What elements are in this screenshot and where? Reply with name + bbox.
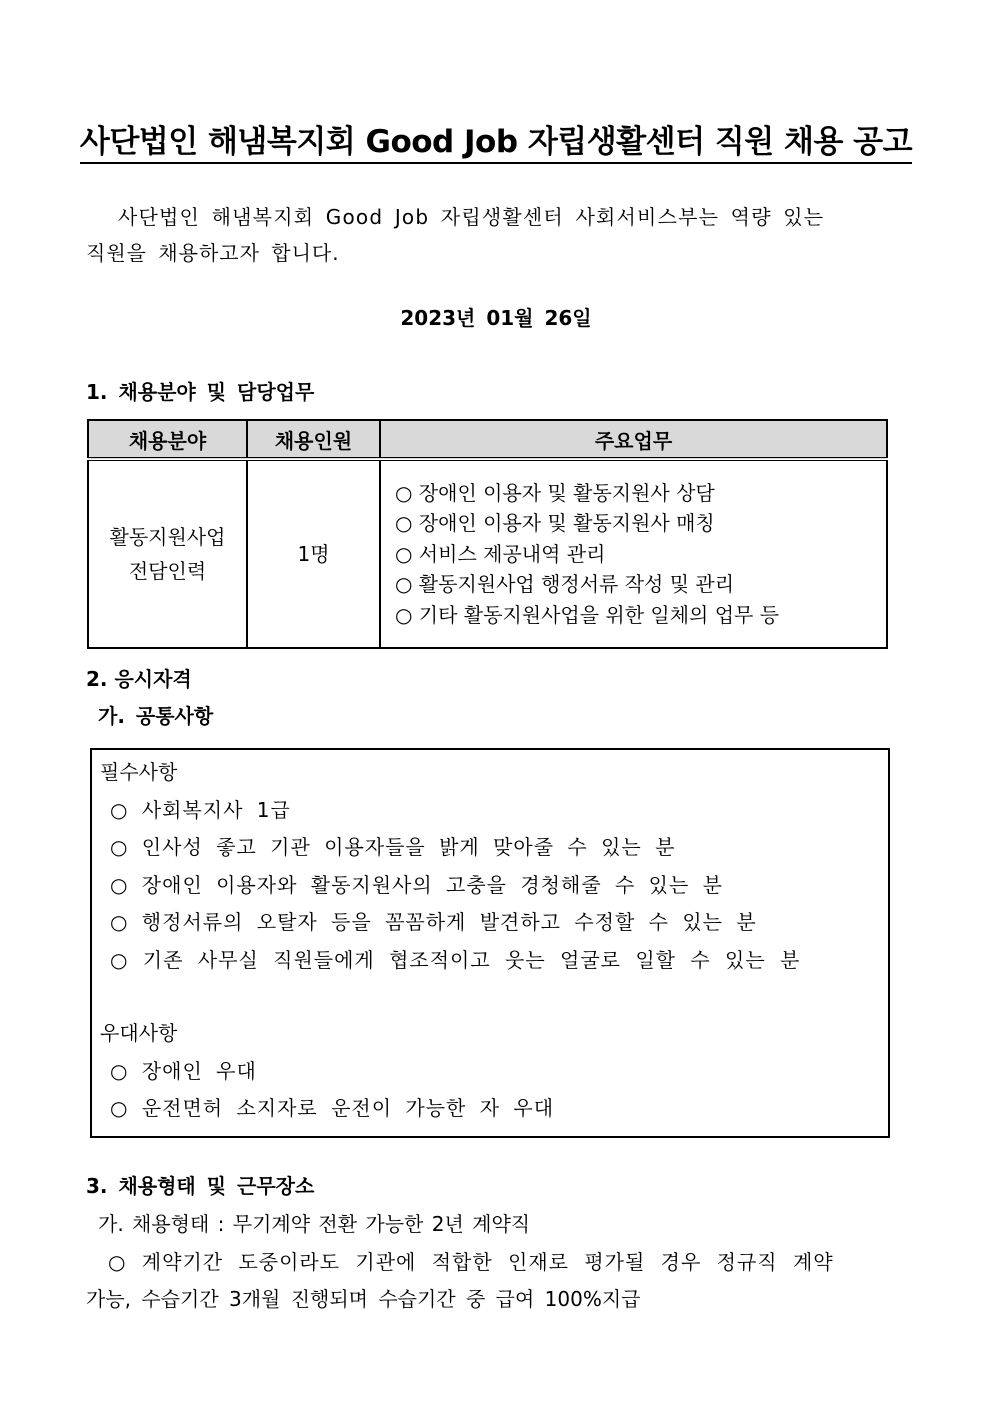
employment-note-line-2: 가능, 수습기간 3개월 진행되며 수습기간 중 급여 100%지급 (86, 1287, 641, 1311)
preferred-item: ○ 운전면허 소지자로 운전이 가능한 자 우대 (110, 1096, 555, 1120)
required-item: ○ 인사성 좋고 기관 이용자들을 밝게 맞아줄 수 있는 분 (110, 835, 676, 859)
field-cell (88, 459, 247, 648)
duty-item: ○ 활동지원사업 행정서류 작성 및 관리 (395, 572, 735, 597)
required-item: ○ 장애인 이용자와 활동지원사의 고충을 경청해줄 수 있는 분 (110, 873, 723, 897)
table-row (88, 459, 887, 648)
recruitment-table (87, 419, 888, 649)
field-line-1: 활동지원사업 (109, 525, 226, 549)
required-item: ○ 사회복지사 1급 (110, 798, 291, 822)
employment-note-line-1: ○ 계약기간 도중이라도 기관에 적합한 인재로 평가될 경우 정규직 계약 (108, 1250, 834, 1274)
page-title-text: 사단법인 해냄복지회 Good Job 자립생활센터 직원 채용 공고 (80, 124, 912, 164)
required-label: 필수사항 (100, 760, 178, 784)
announcement-date: 2023년 01월 26일 (400, 306, 592, 330)
section-2-subheading: 가. 공통사항 (98, 704, 214, 728)
page-title (0, 116, 992, 161)
duty-item: ○ 장애인 이용자 및 활동지원사 상담 (395, 480, 715, 505)
duty-item: ○ 기타 활동지원사업을 위한 일체의 업무 등 (395, 602, 780, 627)
header-field: 채용분야 (88, 420, 247, 459)
section-3-heading: 3. 채용형태 및 근무장소 (86, 1174, 315, 1198)
required-item: ○ 행정서류의 오탈자 등을 꼼꼼하게 발견하고 수정할 수 있는 분 (110, 910, 757, 934)
employment-type: 가. 채용형태 : 무기계약 전환 가능한 2년 계약직 (98, 1212, 531, 1236)
intro-line-1: 사단법인 해냄복지회 Good Job 자립생활센터 사회서비스부는 역량 있는 (118, 205, 825, 229)
header-count: 채용인원 (247, 420, 380, 459)
intro-line-2: 직원을 채용하고자 합니다. (86, 241, 340, 265)
section-2-heading: 2. 응시자격 (86, 667, 192, 691)
duty-item: ○ 장애인 이용자 및 활동지원사 매칭 (395, 511, 715, 536)
field-line-2: 전담인력 (128, 559, 207, 583)
count-cell: 1명 (247, 459, 380, 648)
section-1-heading: 1. 채용분야 및 담당업무 (86, 380, 315, 404)
preferred-item: ○ 장애인 우대 (110, 1059, 257, 1083)
duties-cell (380, 459, 887, 648)
preferred-label: 우대사항 (100, 1021, 178, 1045)
required-item: ○ 기존 사무실 직원들에게 협조적이고 웃는 얼굴로 일할 수 있는 분 (110, 948, 801, 972)
header-duties: 주요업무 (380, 420, 887, 459)
duty-item: ○ 서비스 제공내역 관리 (395, 541, 606, 566)
